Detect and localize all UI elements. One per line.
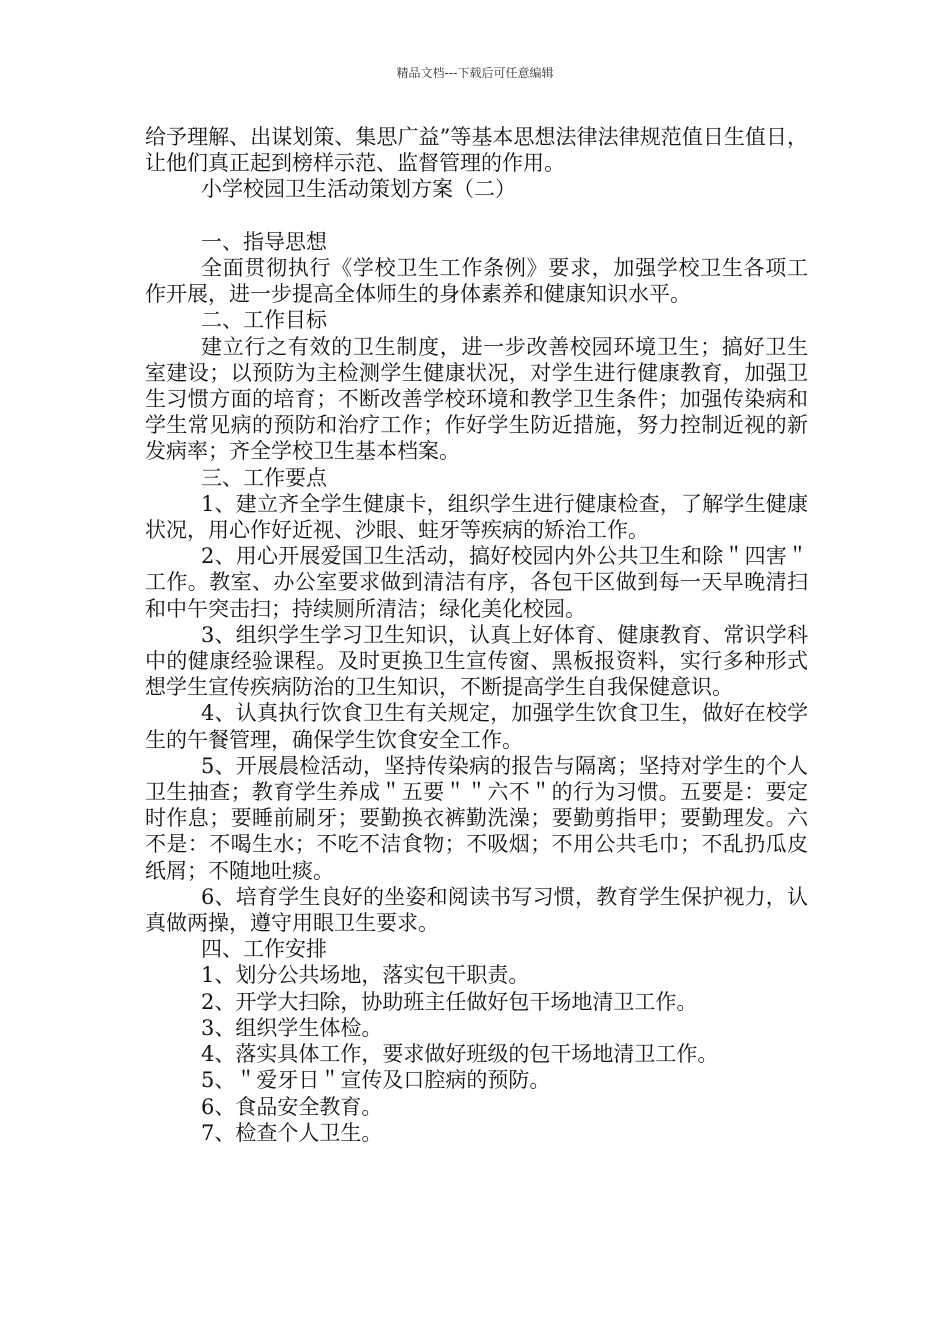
document-title: 小学校园卫生活动策划方案（二）	[201, 177, 516, 202]
work-point-item: 6、培育学生良好的坐姿和阅读书写习惯，教育学生保护视力，认真做两操，遵守用眼卫生要求。	[145, 884, 808, 936]
section-heading-2: 二、工作目标	[201, 308, 327, 333]
arrangement-item: 3、组织学生体检。	[201, 1015, 383, 1040]
document-body	[145, 124, 808, 1146]
arrangement-item: 2、开学大扫除，协助班主任做好包干场地清卫工作。	[201, 989, 698, 1014]
arrangement-item: 7、检查个人卫生。	[201, 1120, 383, 1145]
work-point-item: 3、组织学生学习卫生知识，认真上好体育、健康教育、常识学科中的健康经验课程。及时更换卫生宣传窗、黑板报资料，实行多种形式想学生宣传疾病防治的卫生知识，不断提高学生自我保健意识。	[145, 622, 808, 700]
arrangement-item: 6、食品安全教育。	[201, 1094, 383, 1119]
paragraph-guiding-thought: 全面贯彻执行《学校卫生工作条例》要求，加强学校卫生各项工作开展，进一步提高全体师生的身体素养和健康知识水平。	[145, 256, 808, 307]
work-point-item: 2、用心开展爱国卫生活动，搞好校园内外公共卫生和除＂四害＂工作。教室、办公室要求做到清洁有序，各包干区做到每一天早晚清扫和中午突击扫；持续厕所清洁；绿化美化校园。	[145, 544, 808, 621]
work-point-item: 5、开展晨检活动，坚持传染病的报告与隔离；坚持对学生的个人卫生抽查；教育学生养成＂五要＂＂六不＂的行为习惯。五要是：要定时作息；要睡前刷牙；要勤换衣裤勤洗澡；要勤剪指甲；要勤理发。六不是：不喝生水；不吃不洁食物；不吸烟；不用公共毛巾；不乱扔瓜皮纸屑；不随地吐痰。	[145, 753, 808, 883]
page-header: 精品文档---下载后可任意编辑	[396, 66, 554, 80]
section-heading-1: 一、指导思想	[201, 229, 327, 254]
work-point-item: 1、建立齐全学生健康卡，组织学生进行健康检查，了解学生健康状况，用心作好近视、沙眼、蛀牙等疾病的矫治工作。	[145, 491, 808, 543]
paragraph-continuation: 给予理解、出谋划策、集思广益”等基本思想法律法律规范值日生值日，让他们真正起到榜样示范、监督管理的作用。	[145, 125, 808, 176]
arrangement-item: 1、划分公共场地，落实包干职责。	[201, 963, 530, 988]
work-point-item: 4、认真执行饮食卫生有关规定，加强学生饮食卫生，做好在校学生的午餐管理，确保学生饮食安全工作。	[145, 701, 808, 752]
arrangement-item: 5、＂爱牙日＂宣传及口腔病的预防。	[201, 1068, 551, 1093]
paragraph-work-goals: 建立行之有效的卫生制度，进一步改善校园环境卫生；搞好卫生室建设；以预防为主检测学生健康状况，对学生进行健康教育，加强卫生习惯方面的培育；不断改善学校环境和教学卫生条件；加强传染病和学生常见病的预防和治疗工作；作好学生防近措施，努力控制近视的新发病率；齐全学校卫生基本档案。	[145, 334, 808, 464]
blank-line	[145, 203, 808, 229]
section-heading-3: 三、工作要点	[201, 465, 327, 490]
section-heading-4: 四、工作安排	[201, 937, 327, 962]
arrangement-item: 4、落实具体工作，要求做好班级的包干场地清卫工作。	[201, 1042, 719, 1067]
